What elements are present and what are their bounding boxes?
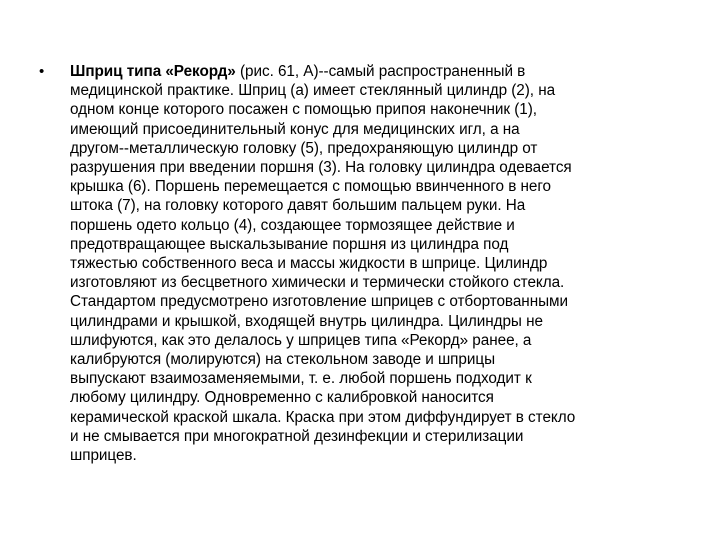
bullet-heading: Шприц типа «Рекорд»	[70, 63, 236, 80]
text-line: тяжестью собственного веса и массы жидкости в шприце. Цилиндр	[70, 255, 548, 273]
bullet-point: •	[39, 63, 45, 80]
text-line: другом--металлическую головку (5), предохраняющую цилиндр от	[70, 139, 538, 157]
text-line: изготовляют из бесцветного химически и термически стойкого стекла.	[70, 274, 565, 292]
text-line: и не смывается при многократной дезинфекции и стерилизации	[70, 427, 524, 445]
text-line: шприцев.	[70, 447, 137, 465]
text-line-part: (рис. 61, А)--самый распространенный в	[235, 63, 526, 80]
text-line: имеющий присоединительный конус для медицинских игл, а на	[70, 120, 520, 138]
bullet-text	[70, 62, 682, 465]
text-line: разрушения при введении поршня (3). На головку цилиндра одевается	[70, 159, 572, 177]
text-line: предотвращающее выскальзывание поршня из цилиндра под	[70, 235, 509, 253]
text-line: выпускают взаимозаменяемыми, т. е. любой поршень подходит к	[70, 370, 532, 388]
text-line: Стандартом предусмотрено изготовление шприцев с отбортованными	[70, 293, 568, 311]
text-line	[70, 62, 682, 81]
text-line: цилиндрами и крышкой, входящей внутрь цилиндра. Цилиндры не	[70, 312, 543, 330]
text-line: штока (7), на головку которого давят большим пальцем руки. На	[70, 197, 526, 215]
text-line: крышка (6). Поршень перемещается с помощью ввинченного в него	[70, 178, 551, 196]
text-line: медицинской практике. Шприц (а) имеет стеклянный цилиндр (2), на	[70, 82, 556, 100]
text-line: калибруются (молируются) на стекольном заводе и шприцы	[70, 351, 496, 369]
text-line: керамической краской шкала. Краска при этом диффундирует в стекло	[70, 408, 576, 426]
text-line: поршень одето кольцо (4), создающее тормозящее действие и	[70, 216, 515, 234]
text-line: любому цилиндру. Одновременно с калибровкой наносится	[70, 389, 494, 407]
text-line: одном конце которого посажен с помощью припоя наконечник (1),	[70, 101, 537, 119]
text-line: шлифуются, как это делалось у шприцев типа «Рекорд» ранее, а	[70, 331, 532, 349]
